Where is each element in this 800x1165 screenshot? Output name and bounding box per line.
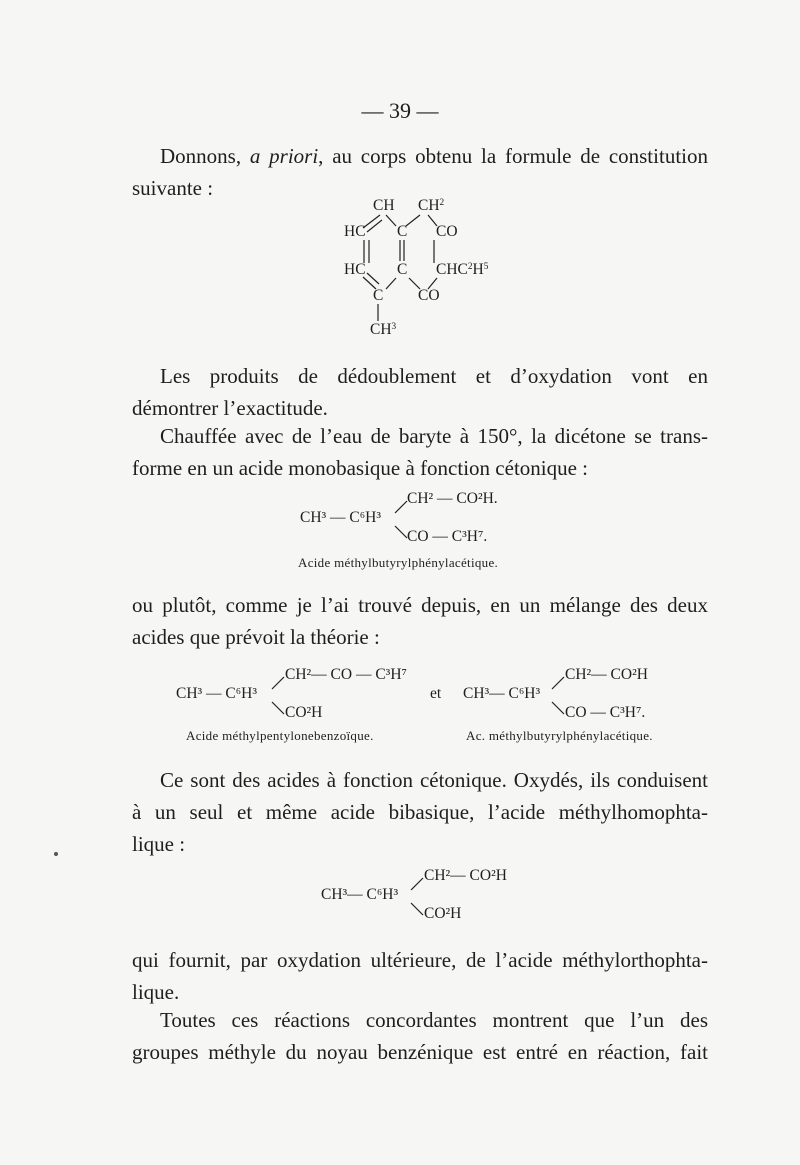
atom-c-bottom: C bbox=[373, 287, 384, 304]
intro-line-2: suivante : bbox=[132, 176, 214, 200]
italic-a-priori: a priori bbox=[249, 144, 319, 168]
mixture-line-2: acides que prévoit la théorie : bbox=[132, 625, 380, 649]
formula4-core: CH³— C⁶H³ bbox=[321, 886, 399, 903]
formula2-caption: Acide méthylpentylonebenzoïque. bbox=[186, 728, 374, 743]
formula2-upper-branch: CH²— CO — C³H⁷ bbox=[285, 666, 407, 683]
formula2-lower-branch: CO²H bbox=[285, 704, 323, 721]
intro-line-1: Donnons, a priori, au corps obtenu la formule de constitution bbox=[160, 144, 708, 168]
page-number: — 39 — bbox=[361, 98, 439, 123]
atom-chc2h5: $CHC^2H^5$ bbox=[436, 261, 489, 278]
baryte-line-2: forme en un acide monobasique à fonction cétonique : bbox=[132, 456, 589, 480]
paragraph-conclusion bbox=[132, 1004, 708, 1068]
conjunction-et: et bbox=[430, 685, 442, 702]
formula4-upper-branch: CH²— CO²H bbox=[424, 867, 507, 884]
paragraph-orthophthalic bbox=[132, 944, 708, 1008]
mixture-line-1: ou plutôt, comme je l’ai trouvé depuis, en un mélange des deux bbox=[132, 593, 708, 617]
atom-co-upper: CO bbox=[436, 223, 458, 240]
specks bbox=[54, 852, 58, 856]
oxidation-line-1: Ce sont des acides à fonction cétonique. Oxydés, ils conduisent bbox=[160, 768, 708, 792]
atom-c-upper: C bbox=[397, 223, 408, 240]
atom-hc-upper: HC bbox=[344, 223, 366, 240]
oxidation-line-2: à un seul et même acide bibasique, l’acide méthylhomophta- bbox=[132, 800, 708, 824]
conclusion-line-1: Toutes ces réactions concordantes montrent que l’un des bbox=[160, 1008, 708, 1032]
formula1-lower-branch: CO — C³H⁷. bbox=[407, 528, 488, 545]
conclusion-line-2: groupes méthyle du noyau benzénique est entré en réaction, fait bbox=[132, 1040, 708, 1064]
atom-ch3-methyl: $CH^3$ bbox=[370, 321, 397, 338]
atom-ch2-top: $CH^2$ bbox=[418, 197, 445, 214]
atom-ch-top: CH bbox=[373, 197, 395, 214]
formula3-lower-branch: CO — C³H⁷. bbox=[565, 704, 646, 721]
formula3-core: CH³— C⁶H³ bbox=[463, 685, 541, 702]
formula3-caption: Ac. méthylbutyrylphénylacétique. bbox=[466, 728, 653, 743]
orthophthalic-line-2: lique. bbox=[132, 980, 180, 1004]
atom-c-lower: C bbox=[397, 261, 408, 278]
baryte-line-1: Chauffée avec de l’eau de baryte à 150°, la dicétone se trans- bbox=[160, 424, 708, 448]
orthophthalic-line-1: qui fournit, par oxydation ultérieure, de l’acide méthylorthophta- bbox=[132, 948, 708, 972]
formula1-caption: Acide méthylbutyrylphénylacétique. bbox=[298, 555, 499, 570]
oxidation-line-3: lique : bbox=[132, 832, 186, 856]
formula3-upper-branch: CH²— CO²H bbox=[565, 666, 648, 683]
formula1-core: CH³ — C⁶H³ bbox=[300, 509, 382, 526]
atom-co-bottom: CO bbox=[418, 287, 440, 304]
formula2-core: CH³ — C⁶H³ bbox=[176, 685, 258, 702]
products-line-2: démontrer l’exactitude. bbox=[132, 396, 328, 420]
products-line-1: Les produits de dédoublement et d’oxydation vont en bbox=[160, 364, 708, 388]
atom-hc-lower: HC bbox=[344, 261, 366, 278]
formula1-upper-branch: CH² — CO²H. bbox=[407, 490, 498, 507]
formula4-lower-branch: CO²H bbox=[424, 905, 462, 922]
